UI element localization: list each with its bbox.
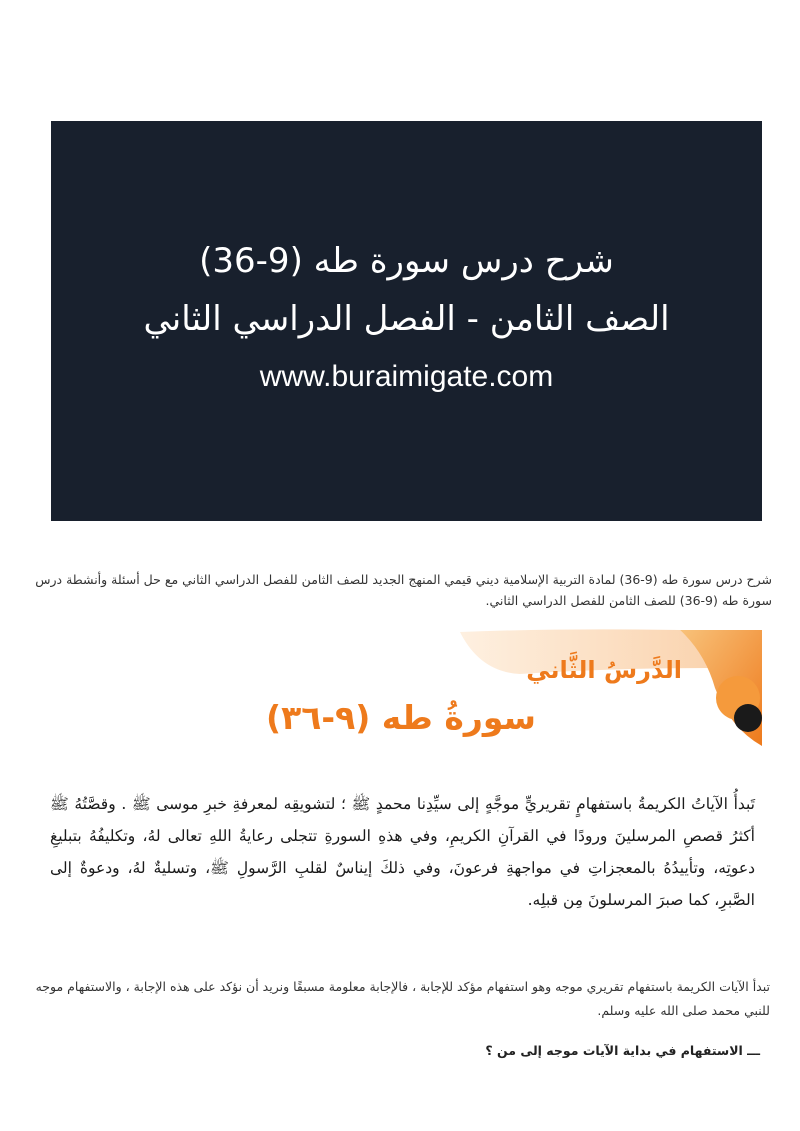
verse-intro-text: تَبدأُ الآياتُ الكريمةُ باستفهامٍ تقريريٍّ موجَّهٍ إلى سيِّدِنا محمدٍ ﷺ ؛ لتشويقِه لمعرفةِ خبرِ موسى ﷺ . وقصَّتُهُ ﷺ أكثرُ قصصِ المرسلينَ ورودًا في القرآنِ الكريمِ، وفي هذهِ السورةِ تتجلى رعايةُ اللهِ تعالى لهُ، وتكليفُهُ بتبليغِ دعوتِه، وتأييدُهُ بالمعجزاتِ في مواجهةِ فرعونَ، وفي ذلكَ إيناسٌ لقلبِ الرَّسولِ ﷺ، وتسليةٌ لهُ، ودعوةٌ إلى الصَّبرِ، كما صبرَ المرسلونَ مِن قبلِه. [50,794,755,909]
lesson-header [260,628,762,748]
banner-website[interactable]: www.buraimigate.com [259,360,554,393]
question-heading: ـــ الاستفهام في بداية الآيات موجه إلى من ؟ [485,1042,760,1058]
banner-title: شرح درس سورة طه (9-36) [199,241,614,281]
lesson-label: الدَّرسُ الثَّاني [526,656,682,684]
explanation-paragraph: تبدأ الآيات الكريمة باستفهام تقريري موجه وهو استفهام مؤكد للإجابة ، فالإجابة معلومة مسبقًا ونريد أن نؤكد على هذه الإجابة ، والاستفهام موجه للنبي محمد صلى الله عليه وسلم. [35,978,770,1018]
surah-title: سورةُ طه (٩-٣٦) [265,698,536,737]
title-banner [51,121,762,521]
intro-paragraph: شرح درس سورة طه (9-36) لمادة التربية الإسلامية ديني قيمي المنهج الجديد للصف الثامن للفصل الدراسي الثاني مع حل أسئلة وأنشطة درس سورة طه (9-36) للصف الثامن للفصل الدراسي الثاني. [35,571,772,608]
banner-subtitle: الصف الثامن - الفصل الدراسي الثاني [143,299,670,339]
